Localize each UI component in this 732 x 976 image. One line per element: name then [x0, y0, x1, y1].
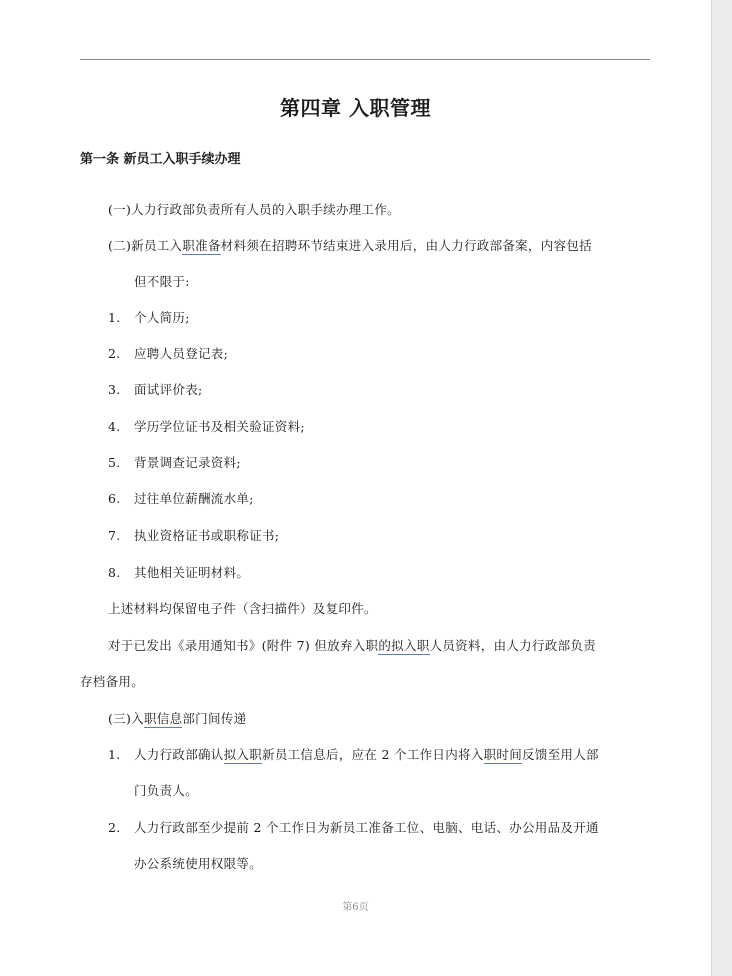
list-item-number: 5. [108, 455, 121, 470]
list-item [108, 563, 249, 581]
list-item-number: 7. [108, 528, 121, 543]
paragraph-4-text-b: 人员资料，由人力行政部负责 [429, 638, 596, 653]
list-item-number: 3. [108, 382, 121, 397]
list-item-cont: 办公系统使用权限等。 [134, 856, 263, 871]
list-item-number: 2. [108, 346, 121, 361]
list-item-number: 2. [108, 820, 121, 835]
list-item-number: 1. [108, 310, 121, 325]
list-item-number: 8. [108, 565, 121, 580]
paragraph-2-text-b: 材料须在招聘环节结束进入录用后，由人力行政部备案，内容包括 [220, 238, 592, 253]
list-item-text: 应聘人员登记表; [134, 346, 229, 361]
paragraph-2-cont: 但不限于: [134, 274, 190, 289]
paragraph-4-cont: 存档备用。 [80, 674, 145, 689]
paragraph-5-underlined: 职信息 [143, 711, 183, 726]
list-item [108, 417, 305, 435]
paragraph-5-text-b: 部门间传递 [182, 711, 247, 726]
list-item-text: 学历学位证书及相关验证资料; [134, 419, 305, 434]
paragraph-4-text-a: 对于已发出《录用通知书》(附件 7) 但放弃入职 [108, 638, 379, 653]
list-item [108, 745, 599, 763]
paragraph-1: (一)人力行政部负责所有人员的入职手续办理工作。 [108, 202, 400, 217]
list-item-text: 其他相关证明材料。 [134, 565, 250, 580]
list-item-text: 过往单位薪酬流水单; [134, 491, 254, 506]
paragraph-2-underlined: 职准备 [182, 238, 221, 253]
header-rule [80, 59, 650, 60]
page-number: 第6页 [342, 902, 369, 913]
list-item-text-c: 反馈至用人部 [522, 747, 599, 762]
paragraph-5 [108, 709, 246, 727]
list-item-text-a: 人力行政部确认 [134, 747, 224, 762]
list-item-cont: 门负责人。 [134, 783, 199, 798]
list-item [108, 453, 241, 471]
paragraph-4-underlined: 的拟入职 [378, 638, 430, 653]
paragraph-3: 上述材料均保留电子件（含扫描件）及复印件。 [108, 601, 377, 616]
list-item-number: 6. [108, 491, 121, 506]
list-item-number: 1. [108, 747, 121, 762]
paragraph-5-text-a: (三)入 [108, 711, 144, 726]
list-item-text: 执业资格证书或职称证书; [134, 528, 280, 543]
list-item [108, 526, 279, 544]
list-item-number: 4. [108, 419, 121, 434]
paragraph-2 [108, 236, 592, 254]
paragraph-4 [108, 636, 596, 654]
list-item-underlined-1: 拟入职 [223, 747, 263, 762]
list-item-text: 背景调查记录资料; [134, 455, 241, 470]
list-item-underlined-2: 职时间 [483, 747, 523, 762]
list-item [108, 489, 254, 507]
list-item-text: 人力行政部至少提前 2 个工作日为新员工准备工位、电脑、电话、办公用品及开通 [134, 820, 599, 835]
list-item-text: 个人简历; [134, 310, 190, 325]
article-title: 第一条 新员工入职手续办理 [80, 152, 241, 167]
chapter-title: 第四章 入职管理 [280, 96, 431, 120]
paragraph-2-text-a: (二)新员工入 [108, 238, 183, 253]
list-item-text: 面试评价表; [134, 382, 203, 397]
list-item [108, 344, 228, 362]
list-item [108, 818, 599, 836]
list-item [108, 380, 203, 398]
list-item [108, 308, 190, 326]
list-item-text-b: 新员工信息后，应在 2 个工作日内将入 [262, 747, 484, 762]
